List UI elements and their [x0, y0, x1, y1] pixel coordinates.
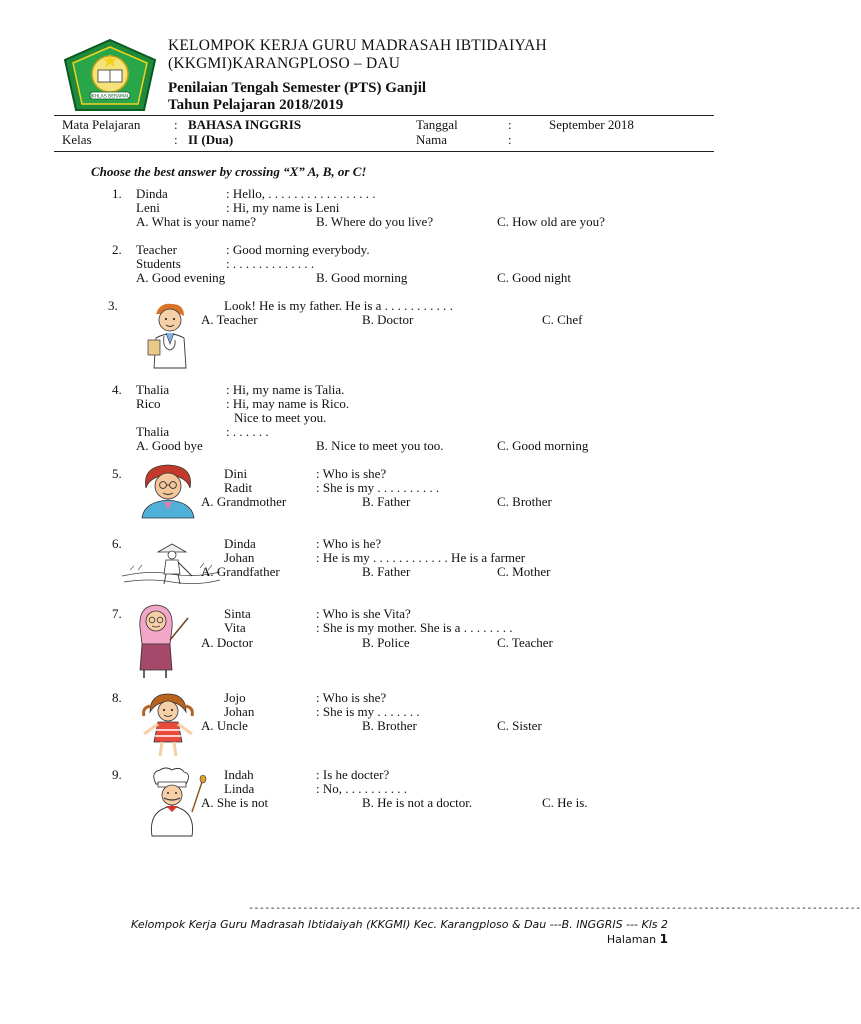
q8-line-1: : Who is she? — [316, 690, 387, 705]
q2-line-2: : . . . . . . . . . . . . . — [226, 256, 315, 271]
q2-speaker-1: Teacher — [136, 242, 177, 257]
q5-line-2: : She is my . . . . . . . . . . — [316, 480, 440, 495]
q4-line-2b: Nice to meet you. — [234, 410, 327, 425]
q1-speaker-1: Dinda — [136, 186, 168, 201]
q4-number: 4. — [112, 382, 122, 397]
class-label: Kelas — [62, 132, 92, 147]
q1-speaker-2: Leni — [136, 200, 160, 215]
date-colon: : — [508, 117, 512, 132]
subject-value: BAHASA INGGRIS — [188, 117, 302, 132]
q9-line-1: : Is he docter? — [316, 767, 390, 782]
q7-option-c[interactable]: C. Teacher — [497, 635, 553, 650]
q4-speaker-2: Rico — [136, 396, 161, 411]
q8-speaker-2: Johan — [224, 704, 255, 719]
q4-line-3: : . . . . . . — [226, 424, 269, 439]
q3-option-b[interactable]: B. Doctor — [362, 312, 414, 327]
q3-option-c[interactable]: C. Chef — [542, 312, 583, 327]
page-number: 1 — [659, 932, 668, 946]
name-colon: : — [508, 132, 512, 147]
q5-option-a[interactable]: A. Grandmother — [201, 494, 287, 509]
q4-option-a[interactable]: A. Good bye — [136, 438, 203, 453]
q8-line-2: : She is my . . . . . . . — [316, 704, 420, 719]
q6-option-a[interactable]: A. Grandfather — [201, 564, 280, 579]
q3-option-a[interactable]: A. Teacher — [201, 312, 258, 327]
org-name-line1: KELOMPOK KERJA GURU MADRASAH IBTIDAIYAH — [168, 37, 547, 54]
q6-line-1: : Who is he? — [316, 536, 382, 551]
q9-number: 9. — [112, 767, 122, 782]
q4-line-1: : Hi, my name is Talia. — [226, 382, 345, 397]
doctor-illustration — [140, 300, 198, 370]
kkgmi-logo — [62, 38, 158, 112]
q1-option-b[interactable]: B. Where do you live? — [316, 214, 434, 229]
q1-option-a[interactable]: A. What is your name? — [136, 214, 256, 229]
info-top-rule — [54, 115, 714, 116]
q7-option-b[interactable]: B. Police — [362, 635, 410, 650]
date-label: Tanggal — [416, 117, 458, 132]
q7-line-2: : She is my mother. She is a . . . . . . . . — [316, 620, 513, 635]
q9-speaker-2: Linda — [224, 781, 255, 796]
q9-option-c[interactable]: C. He is. — [542, 795, 588, 810]
grandmother-illustration — [138, 462, 198, 518]
q5-speaker-1: Dini — [224, 466, 248, 481]
sister-illustration — [136, 690, 200, 760]
school-year: Tahun Pelajaran 2018/2019 — [168, 97, 344, 113]
instruction: Choose the best answer by crossing “X” A, B, or C! — [91, 164, 367, 179]
subject-label: Mata Pelajaran — [62, 117, 141, 132]
chef-illustration — [134, 766, 210, 838]
q3-prompt: Look! He is my father. He is a . . . . . . . . . . . — [224, 298, 453, 313]
org-name-line2: (KKGMI)KARANGPLOSO – DAU — [168, 55, 401, 72]
q8-speaker-1: Jojo — [224, 690, 246, 705]
q4-option-b[interactable]: B. Nice to meet you too. — [316, 438, 444, 453]
q7-speaker-1: Sinta — [224, 606, 251, 621]
subject-colon: : — [174, 117, 178, 132]
logo-text: IKHLAS BERAMAL — [90, 94, 130, 100]
q8-option-a[interactable]: A. Uncle — [201, 718, 248, 733]
q2-option-c[interactable]: C. Good night — [497, 270, 572, 285]
q2-number: 2. — [112, 242, 122, 257]
q6-option-b[interactable]: B. Father — [362, 564, 411, 579]
q8-option-b[interactable]: B. Brother — [362, 718, 417, 733]
class-colon: : — [174, 132, 178, 147]
q5-option-b[interactable]: B. Father — [362, 494, 411, 509]
q1-option-c[interactable]: C. How old are you? — [497, 214, 605, 229]
q5-speaker-2: Radit — [224, 480, 253, 495]
q6-speaker-2: Johan — [224, 550, 255, 565]
q5-option-c[interactable]: C. Brother — [497, 494, 552, 509]
q6-line-2: : He is my . . . . . . . . . . . . He is a farmer — [316, 550, 526, 565]
q7-line-1: : Who is she Vita? — [316, 606, 411, 621]
q5-number: 5. — [112, 466, 122, 481]
teacher-mother-illustration — [122, 600, 194, 680]
q9-line-2: : No, . . . . . . . . . . — [316, 781, 407, 796]
q4-speaker-3: Thalia — [136, 424, 170, 439]
q7-number: 7. — [112, 606, 122, 621]
q6-number: 6. — [112, 536, 122, 551]
q7-speaker-2: Vita — [224, 620, 246, 635]
q6-option-c[interactable]: C. Mother — [497, 564, 551, 579]
q1-line-2: : Hi, my name is Leni — [226, 200, 340, 215]
q1-line-1: : Hello, . . . . . . . . . . . . . . . . . — [226, 186, 376, 201]
q9-speaker-1: Indah — [224, 767, 254, 782]
q6-speaker-1: Dinda — [224, 536, 256, 551]
footer-text: Kelompok Kerja Guru Madrasah Ibtidaiyah (KKGMI) Kec. Karangploso & Dau ---B. INGGRIS --- Kls 2 — [131, 918, 668, 931]
q9-option-b[interactable]: B. He is not a doctor. — [362, 795, 473, 810]
exam-title: Penilaian Tengah Semester (PTS) Ganjil — [168, 80, 427, 96]
page-label: Halaman — [606, 933, 657, 946]
q4-speaker-1: Thalia — [136, 382, 170, 397]
q4-line-2: : Hi, may name is Rico. — [226, 396, 350, 411]
q5-line-1: : Who is she? — [316, 466, 387, 481]
q2-line-1: : Good morning everybody. — [226, 242, 370, 257]
name-label: Nama — [416, 132, 448, 147]
info-bottom-rule — [54, 151, 714, 152]
q3-number: 3. — [108, 298, 118, 313]
q8-option-c[interactable]: C. Sister — [497, 718, 542, 733]
q9-option-a[interactable]: A. She is not — [201, 795, 269, 810]
footer-page — [607, 932, 668, 946]
date-value: September 2018 — [549, 117, 634, 132]
q7-option-a[interactable]: A. Doctor — [201, 635, 253, 650]
q8-number: 8. — [112, 690, 122, 705]
footer-dashes: ----------------------------------------------------------------------------------------------------------------- — [248, 903, 861, 914]
q2-speaker-2: Students — [136, 256, 181, 271]
class-value: II (Dua) — [188, 132, 234, 147]
q1-number: 1. — [112, 186, 122, 201]
q2-option-b[interactable]: B. Good morning — [316, 270, 408, 285]
q2-option-a[interactable]: A. Good evening — [136, 270, 226, 285]
q4-option-c[interactable]: C. Good morning — [497, 438, 589, 453]
